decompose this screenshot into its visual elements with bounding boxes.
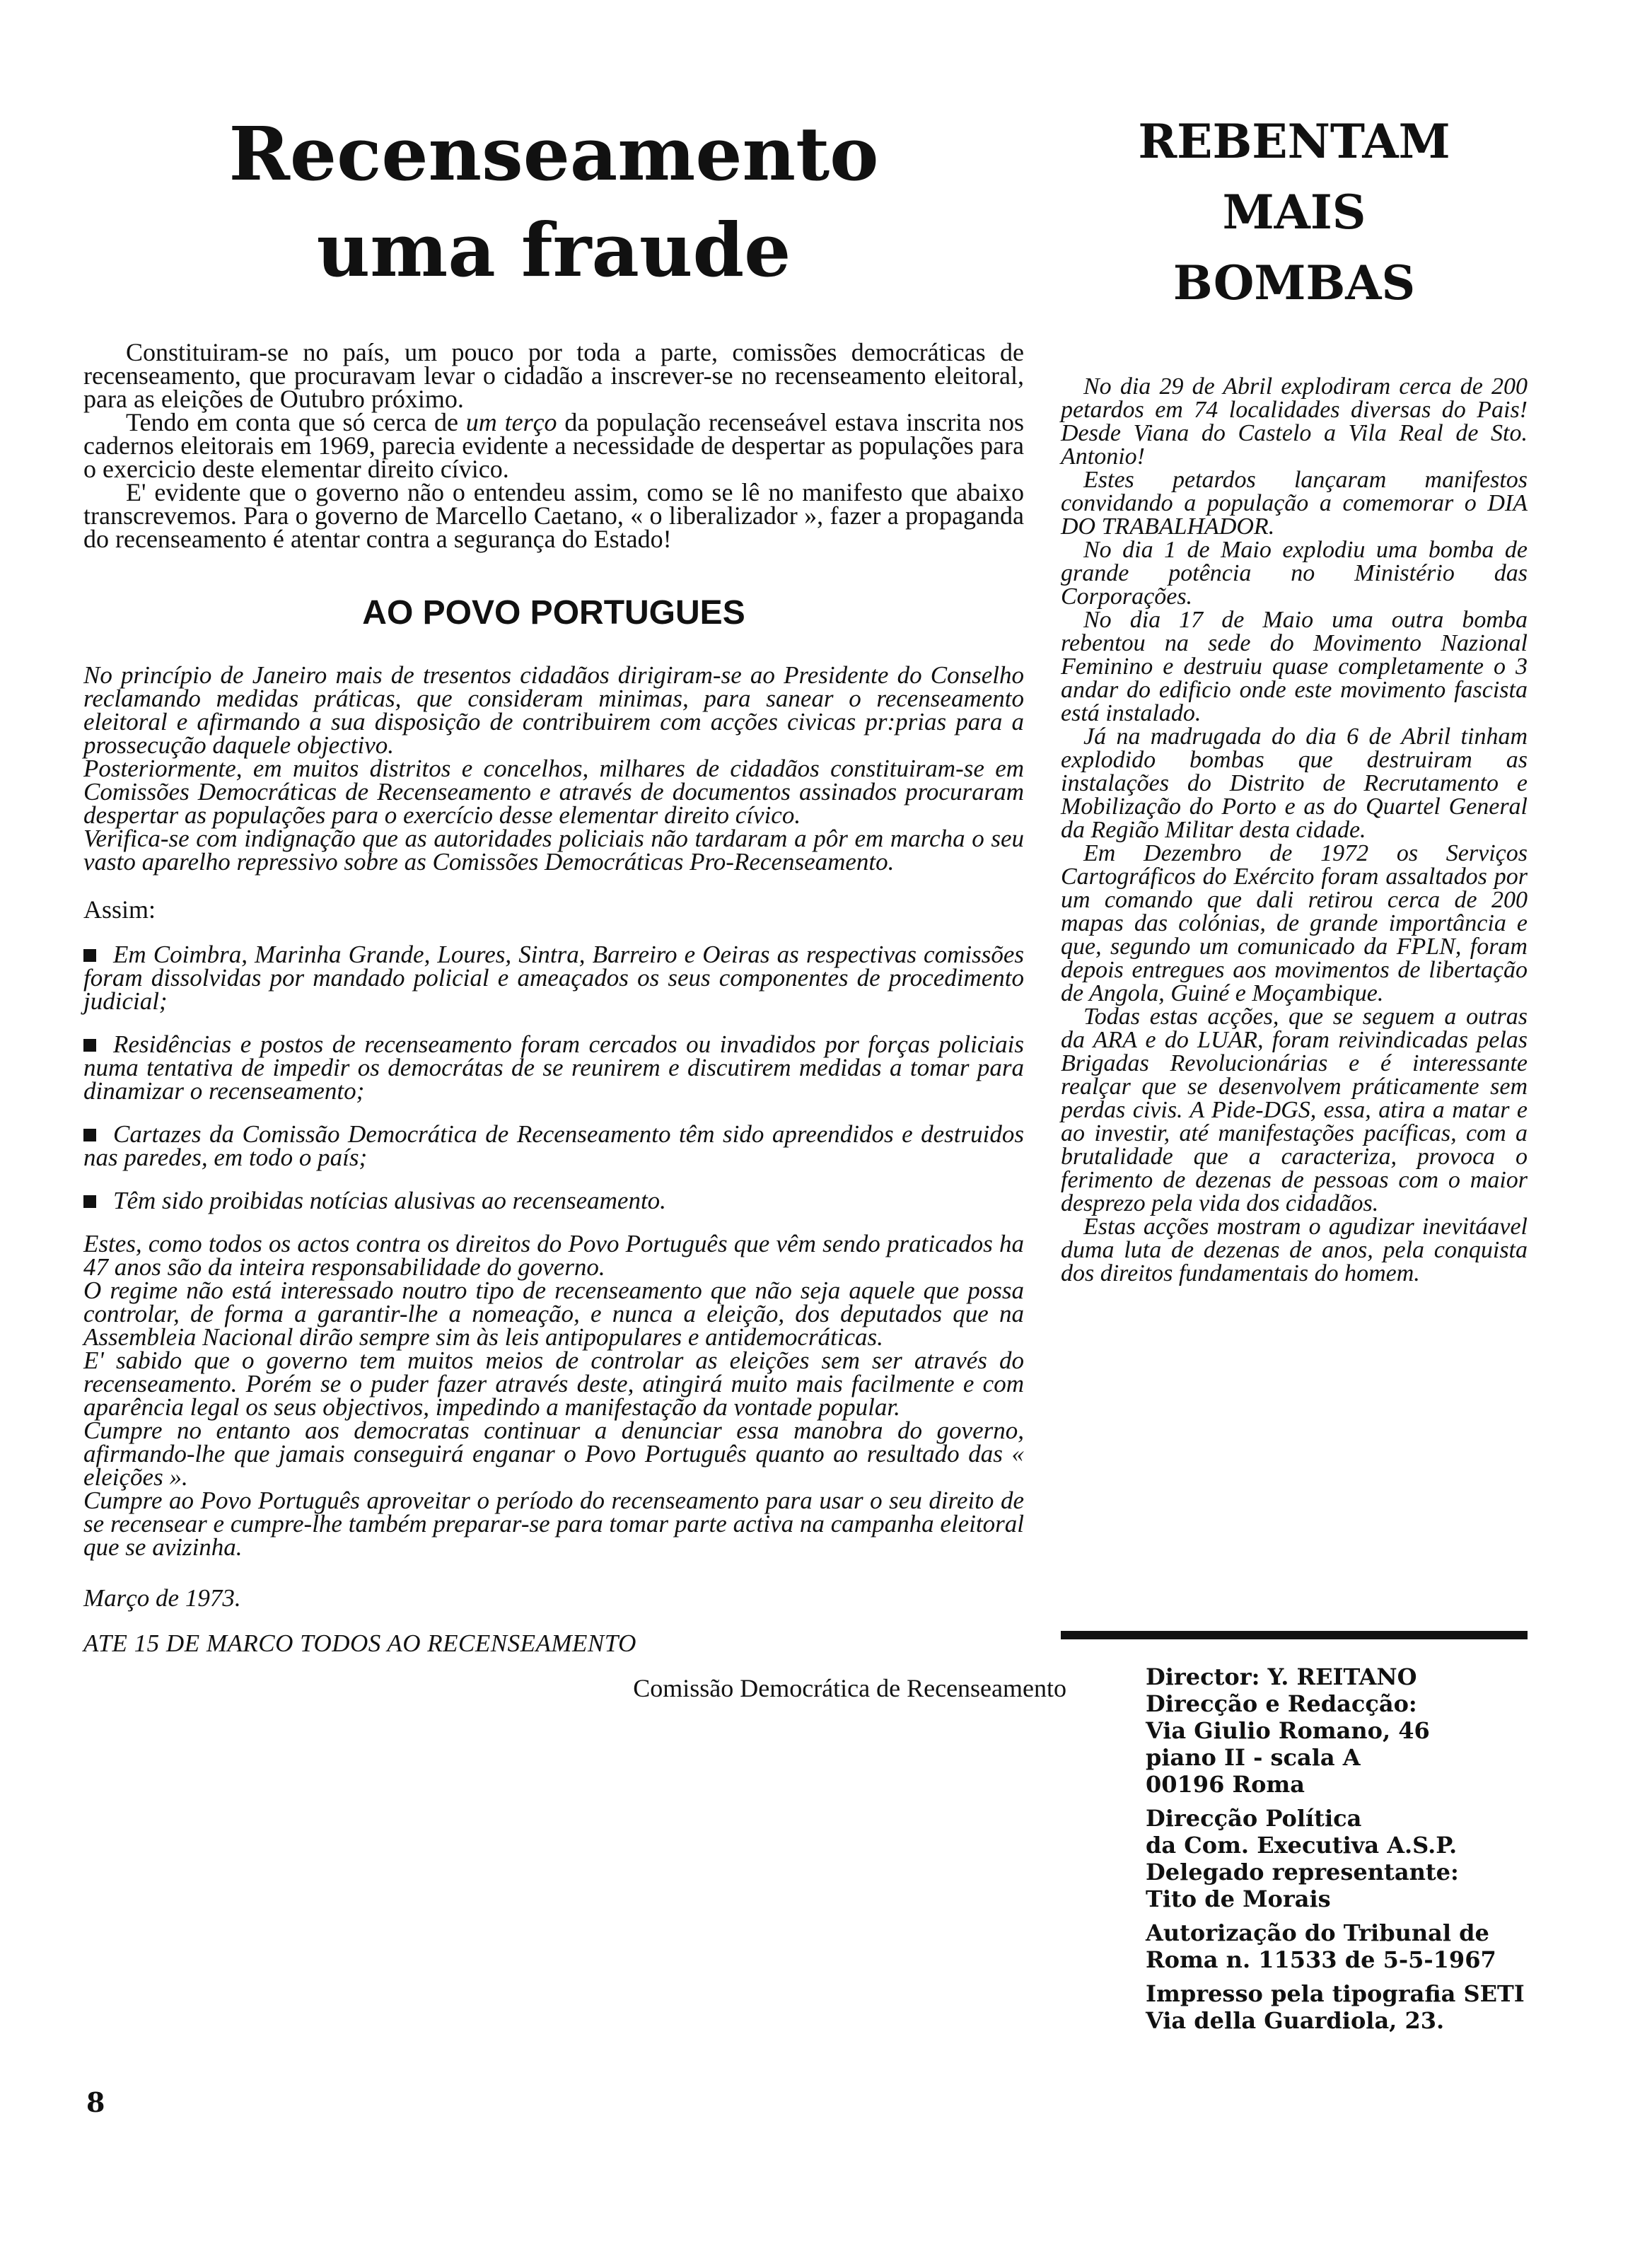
- imprint-address-2: piano II - scala A: [1146, 1744, 1361, 1771]
- imprint-tito: Tito de Morais: [1146, 1885, 1331, 1912]
- signature: Comissão Democrática de Recenseamento: [633, 1674, 1066, 1702]
- sidebar-paragraph: Em Dezembro de 1972 os Serviços Cartográficos do Exército foram assaltados por um comando que dali retirou cerca de 200 mapas das colónias, de grande importância e que, segundo um comunicado da FPLN, foram depois entregues aos movimentos de libertação de Angola, Guiné e Moçambique.: [1061, 840, 1528, 1006]
- sidebar-paragraph: Estas acções mostram o agudizar inevitáavel duma luta de dezenas de anos, pela conquista dos direitos fundamentais do homem.: [1061, 1214, 1528, 1286]
- sidebar-text: [1061, 375, 1528, 1285]
- divider-rule: [1061, 1631, 1528, 1639]
- square-bullet-icon: [83, 1195, 96, 1208]
- imprint-impresso-1: Impresso pela tipografia SETI: [1146, 1980, 1525, 2007]
- call-to-action: ATE 15 DE MARCO TODOS AO RECENSEAMENTO: [83, 1629, 636, 1657]
- manifesto-paragraph-2: Posteriormente, em muitos distritos e concelhos, milhares de cidadãos constituiram-se em Comissões Democráticas de Recenseamento e através de documentos assinados procuraram despertar as populações para o exercício desse elementar direito cívico.: [83, 755, 1024, 829]
- sidebar-paragraph: No dia 1 de Maio explodiu uma bomba de grande potência no Ministério das Corporações.: [1061, 537, 1528, 610]
- closing-paragraph: E' sabido que o governo tem muitos meios de controlar as eleições sem ser através do recenseamento. Porém se o puder fazer através deste, atingirá muito mais facilmente e com aparência legal os seus objectivos, impedindo a manifestação da vontade popular.: [83, 1347, 1024, 1421]
- manifesto-paragraph-3: Verifica-se com indignação que as autoridades policiais não tardaram a pôr em marcha o seu vasto aparelho repressivo sobre as Comissões Democráticas Pro-Recenseamento.: [83, 825, 1024, 876]
- imprint-comissao: da Com. Executiva A.S.P.: [1146, 1832, 1458, 1859]
- sidebar-title: [1061, 106, 1528, 318]
- title-line-1: Recenseamento: [228, 110, 879, 197]
- closing-paragraph: Cumpre ao Povo Português aproveitar o período do recenseamento para usar o seu direito de se recensear e cumpre-lhe também preparar-se para tomar parte activa na campanha eleitoral que se avizinha.: [83, 1487, 1024, 1561]
- bullet-text: Cartazes da Comissão Democrática de Recenseamento têm sido apreendidos e destruidos nas paredes, em todo o país;: [83, 1120, 1024, 1171]
- manifesto-text: [83, 661, 1024, 876]
- bullet-text: Têm sido proibidas notícias alusivas ao recenseamento.: [113, 1187, 666, 1214]
- sidebar-title-line-2: MAIS: [1222, 185, 1366, 240]
- sidebar-paragraph: Estes petardos lançaram manifestos convidando a população a comemorar o DIA DO TRABALHADOR.: [1061, 467, 1528, 540]
- imprint-autorizacao-2: Roma n. 11533 de 5-5-1967: [1146, 1946, 1496, 1973]
- manifesto-paragraph-1: No princípio de Janeiro mais de tresentos cidadãos dirigiram-se ao Presidente do Conselho reclamando medidas práticas, que consideram minimas, para sanear o recenseamento eleitoral e afirmando a sua disposição de contribuirem com acções civicas pr:prias para a prossecução daquele objectivo.: [83, 661, 1024, 759]
- intro-p2-italic: um terço: [465, 408, 557, 436]
- bullet-list: [83, 943, 1024, 1212]
- imprint-redaccao: Direcção e Redacção:: [1146, 1690, 1417, 1717]
- imprint-block: [1146, 1663, 1528, 2041]
- imprint-delegado: Delegado representante:: [1146, 1859, 1459, 1885]
- intro-paragraph-3: E' evidente que o governo não o entendeu assim, como se lê no manifesto que abaixo transcrevemos. Para o governo de Marcello Caetano, « o liberalizador », fazer a propaganda do recenseamento é atentar contra a segurança do Estado!: [83, 478, 1024, 553]
- closing-paragraph: O regime não está interessado noutro tipo de recenseamento que não seja aquele que possa controlar, de forma a garantir-lhe a nomeação, e nunca a eleição, dos deputados que na Assembleia Nacional dirão sempre sim às leis antipopulares e antidemocráticas.: [83, 1277, 1024, 1351]
- imprint-impresso-2: Via della Guardiola, 23.: [1146, 2007, 1445, 2034]
- imprint-address-3: 00196 Roma: [1146, 1771, 1305, 1798]
- square-bullet-icon: [83, 949, 96, 962]
- closing-text: [83, 1232, 1024, 1559]
- page-number: 8: [86, 2086, 105, 2118]
- intro-text: [83, 338, 1025, 553]
- manifesto-date: Março de 1973.: [83, 1584, 241, 1612]
- bullet-item: [83, 1030, 1024, 1105]
- right-column: [1061, 106, 1528, 1285]
- sidebar-paragraph: No dia 17 de Maio uma outra bomba rebentou na sede do Movimento Nazional Feminino e destruiu quase completamente o 3 andar do edificio onde este movimento fascista está instalado.: [1061, 607, 1528, 726]
- square-bullet-icon: [83, 1129, 96, 1141]
- bullet-item: [83, 1122, 1024, 1169]
- sidebar-paragraph: Todas estas acções, que se seguem a outras da ARA e do LUAR, foram reivindicadas pelas Brigadas Revolucionárias e é interessante realçar que se desenvolvem práticamente sem perdas civis. A Pide-DGS, essa, atira a matar e ao investir, até manifestações pacíficas, com a brutalidade que a caracteriza, provoca o ferimento de dezenas de pessoas com o maior desprezo pela vida dos cidadãos.: [1061, 1004, 1528, 1216]
- imprint-address-1: Via Giulio Romano, 46: [1146, 1717, 1430, 1744]
- sidebar-title-line-3: BOMBAS: [1173, 255, 1416, 310]
- intro-paragraph-2: [83, 408, 1025, 483]
- closing-paragraph: Cumpre no entanto aos democratas continuar a denunciar essa manobra do governo, afirmando-lhe que jamais conseguirá enganar o Povo Português quanto ao resultado das « eleições ».: [83, 1417, 1024, 1491]
- intro-p2-after: da população recenseável estava inscrita nos cadernos eleitorais em 1969, parecia evidente a necessidade de despertar as populações para o exercicio deste elementar direito cívico.: [83, 408, 1025, 483]
- bullet-text: Em Coimbra, Marinha Grande, Loures, Sintra, Barreiro e Oeiras as respectivas comissões foram dissolvidas por mandado policial e ameaçados os seus componentes de procedimento judicial;: [83, 941, 1024, 1015]
- left-column: [83, 106, 1066, 1703]
- sidebar-paragraph: No dia 29 de Abril explodiram cerca de 200 petardos em 74 localidades diversas do Pais! Desde Viana do Castelo a Vila Real de Sto. Antonio!: [1061, 373, 1528, 470]
- sidebar-paragraph: Já na madrugada do dia 6 de Abril tinham explodido bombas que destruiram as instalações do Distrito de Recrutamento e Mobilização do Porto e as do Quartel General da Região Militar desta cidade.: [1061, 723, 1528, 843]
- article-title: [83, 106, 1024, 298]
- imprint-autorizacao-1: Autorização do Tribunal de: [1146, 1919, 1489, 1946]
- intro-paragraph-1: Constituiram-se no país, um pouco por toda a parte, comissões democráticas de recenseamento, que procuravam levar o cidadão a inscrever-se no recenseamento eleitoral, para as eleições de Outubro próximo.: [83, 338, 1024, 413]
- bullet-text: Residências e postos de recenseamento foram cercados ou invadidos por forças policiais numa tentativa de impedir os democrátas de se reunirem e discutirem medidas a tomar para dinamizar o recenseamento;: [83, 1030, 1024, 1105]
- imprint-director: Director: Y. REITANO: [1146, 1663, 1417, 1690]
- square-bullet-icon: [83, 1039, 96, 1052]
- bullet-item: [83, 943, 1024, 1013]
- manifesto-headline: AO POVO PORTUGUES: [362, 594, 745, 632]
- intro-p2-before: Tendo em conta que só cerca de: [126, 408, 466, 436]
- title-line-2: uma fraude: [316, 207, 791, 294]
- closing-paragraph: Estes, como todos os actos contra os direitos do Povo Português que vêm sendo praticados ha 47 anos são da inteira responsabilidade do governo.: [83, 1230, 1024, 1281]
- assim-label: Assim:: [83, 895, 156, 924]
- sidebar-title-line-1: REBENTAM: [1138, 114, 1450, 169]
- bullet-item: [83, 1189, 1024, 1212]
- imprint-direccao-politica: Direcção Política: [1146, 1805, 1362, 1832]
